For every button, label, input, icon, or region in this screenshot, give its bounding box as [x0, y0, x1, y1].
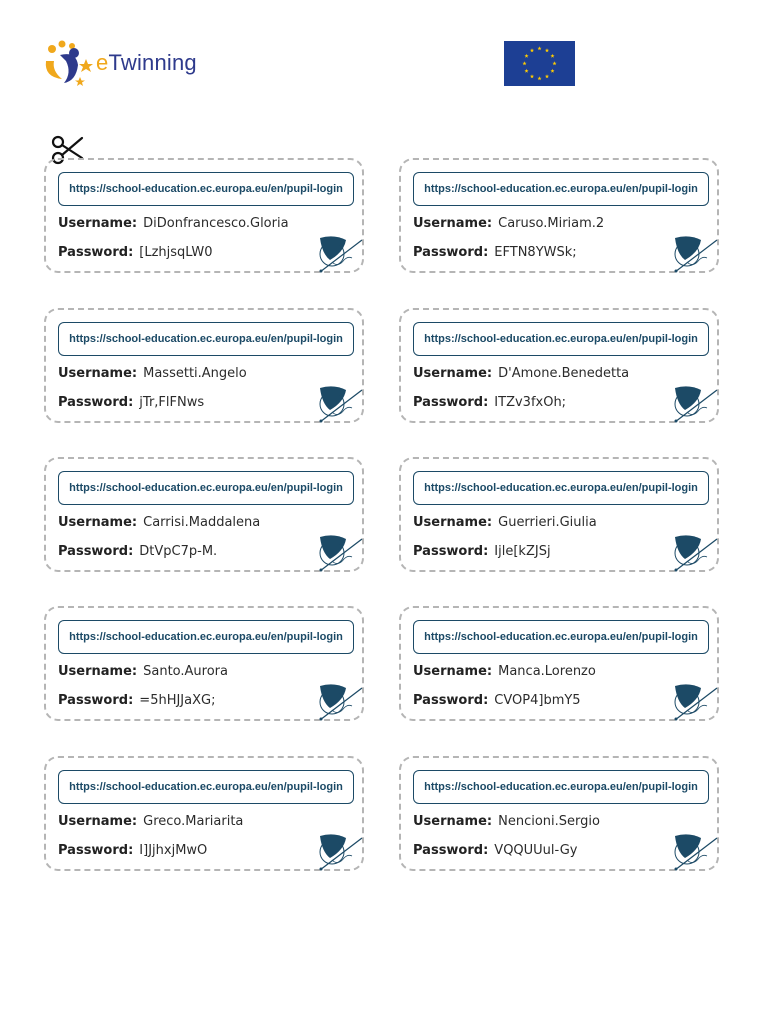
username-value: Guerrieri.Giulia: [498, 515, 597, 530]
etwinning-logo: [42, 38, 212, 88]
password-value: =5hHJJaXG;: [139, 693, 216, 708]
username-value: Manca.Lorenzo: [498, 664, 596, 679]
login-card: [399, 158, 719, 273]
username-label: Username:: [413, 664, 493, 679]
etwinning-mark-icon: [669, 234, 719, 274]
login-card: [399, 457, 719, 572]
username-row: [58, 515, 260, 530]
password-row: [413, 395, 566, 410]
pupil-login-url[interactable]: https://school-education.ec.europa.eu/en/pupil-login: [413, 322, 709, 356]
password-row: [58, 245, 213, 260]
etwinning-logo-icon: [42, 39, 100, 87]
password-row: [58, 843, 207, 858]
username-label: Username:: [413, 366, 493, 381]
username-label: Username:: [413, 814, 493, 829]
login-card: [44, 457, 364, 572]
pupil-login-url[interactable]: https://school-education.ec.europa.eu/en/pupil-login: [413, 620, 709, 654]
login-card: [399, 308, 719, 423]
username-label: Username:: [58, 216, 138, 231]
username-label: Username:: [58, 515, 138, 530]
password-row: [413, 843, 577, 858]
password-label: Password:: [413, 395, 489, 410]
username-label: Username:: [58, 664, 138, 679]
password-label: Password:: [58, 245, 134, 260]
password-label: Password:: [58, 544, 134, 559]
password-value: [LzhjsqLW0: [139, 245, 213, 260]
username-value: Carrisi.Maddalena: [143, 515, 261, 530]
username-row: [413, 515, 597, 530]
password-label: Password:: [58, 395, 134, 410]
username-label: Username:: [413, 216, 493, 231]
etwinning-mark-icon: [314, 832, 364, 872]
password-value: jTr,FlFNws: [139, 395, 205, 410]
username-value: DiDonfrancesco.Gloria: [143, 216, 289, 231]
etwinning-mark-icon: [669, 682, 719, 722]
login-card: [44, 308, 364, 423]
login-card: [399, 606, 719, 721]
logo-text-rest: Twinning: [108, 50, 197, 75]
username-label: Username:: [413, 515, 493, 530]
pupil-login-url[interactable]: https://school-education.ec.europa.eu/en/pupil-login: [58, 172, 354, 206]
pupil-login-url[interactable]: https://school-education.ec.europa.eu/en/pupil-login: [413, 471, 709, 505]
username-value: Santo.Aurora: [143, 664, 228, 679]
password-row: [413, 245, 577, 260]
password-value: VQQUUul-Gy: [494, 843, 578, 858]
password-label: Password:: [413, 245, 489, 260]
username-value: Massetti.Angelo: [143, 366, 247, 381]
password-label: Password:: [58, 843, 134, 858]
etwinning-mark-icon: [314, 234, 364, 274]
password-value: ITZv3fxOh;: [494, 395, 567, 410]
password-value: EFTN8YWSk;: [494, 245, 577, 260]
username-label: Username:: [58, 366, 138, 381]
password-label: Password:: [413, 843, 489, 858]
password-value: CVOP4]bmY5: [494, 693, 581, 708]
username-row: [58, 814, 243, 829]
username-value: Greco.Mariarita: [143, 814, 244, 829]
etwinning-mark-icon: [314, 384, 364, 424]
username-row: [413, 366, 629, 381]
username-row: [413, 216, 604, 231]
password-row: [58, 693, 215, 708]
username-value: Caruso.Miriam.2: [498, 216, 605, 231]
username-value: D'Amone.Benedetta: [498, 366, 630, 381]
username-row: [58, 366, 247, 381]
password-value: I]JjhxjMwO: [139, 843, 208, 858]
username-row: [58, 216, 289, 231]
username-row: [58, 664, 228, 679]
pupil-login-url[interactable]: https://school-education.ec.europa.eu/en/pupil-login: [58, 620, 354, 654]
username-label: Username:: [58, 814, 138, 829]
etwinning-mark-icon: [669, 832, 719, 872]
password-label: Password:: [413, 544, 489, 559]
etwinning-mark-icon: [669, 384, 719, 424]
login-card: [44, 158, 364, 273]
etwinning-mark-icon: [669, 533, 719, 573]
username-value: Nencioni.Sergio: [498, 814, 600, 829]
password-row: [413, 544, 551, 559]
username-row: [413, 814, 600, 829]
etwinning-mark-icon: [314, 533, 364, 573]
password-value: Ijle[kZJSj: [494, 544, 551, 559]
pupil-login-url[interactable]: https://school-education.ec.europa.eu/en/pupil-login: [413, 172, 709, 206]
logo-text-e: e: [96, 50, 109, 75]
login-card: [44, 606, 364, 721]
password-label: Password:: [58, 693, 134, 708]
password-row: [413, 693, 581, 708]
login-card: [399, 756, 719, 871]
username-row: [413, 664, 596, 679]
password-row: [58, 395, 204, 410]
pupil-login-url[interactable]: https://school-education.ec.europa.eu/en/pupil-login: [58, 471, 354, 505]
password-label: Password:: [413, 693, 489, 708]
login-card: [44, 756, 364, 871]
pupil-login-url[interactable]: https://school-education.ec.europa.eu/en/pupil-login: [58, 770, 354, 804]
eu-flag-icon: [504, 41, 575, 86]
password-row: [58, 544, 217, 559]
logo-text: [96, 50, 197, 76]
etwinning-mark-icon: [314, 682, 364, 722]
password-value: DtVpC7p-M.: [139, 544, 218, 559]
pupil-login-url[interactable]: https://school-education.ec.europa.eu/en/pupil-login: [58, 322, 354, 356]
pupil-login-url[interactable]: https://school-education.ec.europa.eu/en/pupil-login: [413, 770, 709, 804]
